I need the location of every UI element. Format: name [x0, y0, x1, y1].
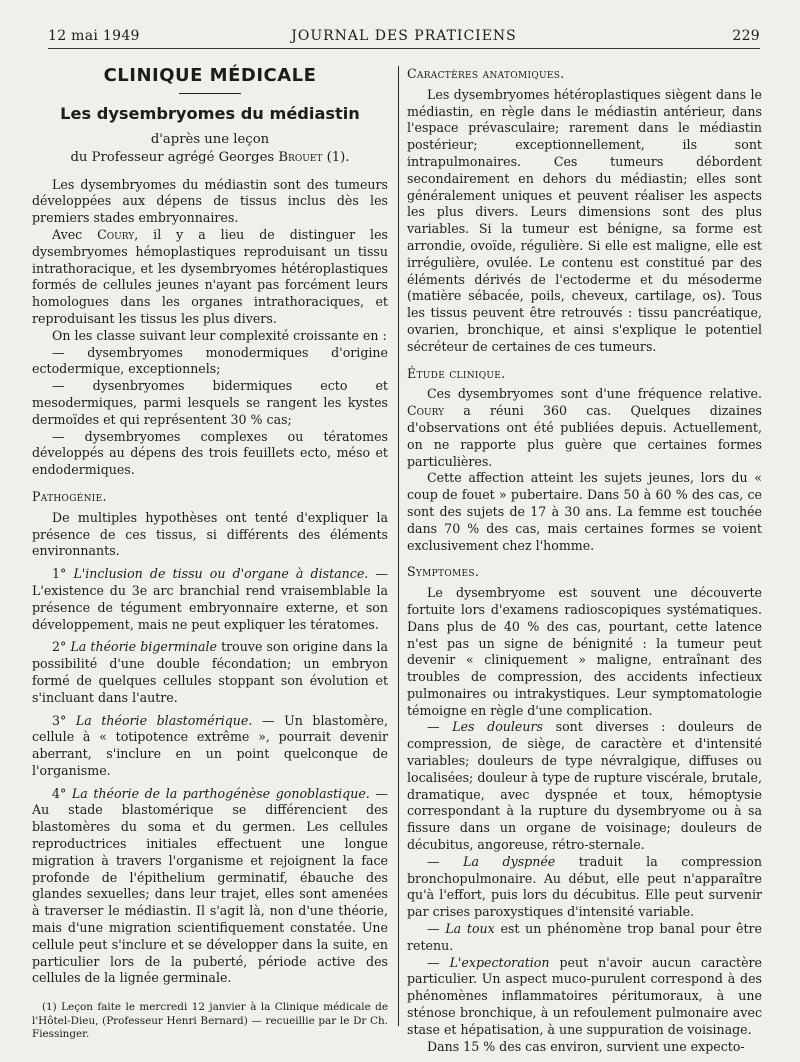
symptom-title: L'expectoration — [449, 954, 550, 970]
symptom-text: peut n'avoir aucun caractère particulier. Un aspect muco-purulent correspond à des phénomènes inflammatoires péritumoraux, à une sténose bronchique, à un refoulement pulmonaire avec stase et hépatisation, à une suppuration de voisinage. — [407, 954, 762, 1037]
intro-paragraph-2 — [32, 227, 388, 328]
heading-symptomes: Symptomes. — [407, 564, 480, 580]
footnote-ref: (1). — [326, 149, 350, 165]
symptom-title: Les douleurs — [452, 719, 543, 735]
theory-number: 2° — [52, 639, 67, 655]
issue-date: 12 mai 1949 — [48, 28, 140, 44]
theory-4 — [32, 786, 388, 988]
symptom-text: traduit la compression bronchopulmonaire. Au début, elle peut n'apparaître qu'à l'effort, puis lors du décubitus. Elle peut survenir par crises paroxystiques d'intensité variable. — [407, 853, 762, 920]
author-name: Brouet — [278, 149, 323, 165]
theory-text: — Un blastomère, cellule à « totipotence extrême », pourrait devenir aberrant, s'inclure en un point quelconque de l'organisme. — [32, 712, 388, 778]
theory-3 — [32, 713, 388, 780]
toux-paragraph — [407, 921, 762, 955]
dash: — — [427, 954, 440, 970]
last-paragraph: Dans 15 % des cas environ, survient une expecto- — [427, 1038, 745, 1054]
symptomes-paragraph: Le dysembryome est souvent une découverte fortuite lors d'examens radioscopiques systématiques. Dans plus de 40 % des cas, pourtant, cette latence n'est pas un signe de bénignité : la tumeur peut devenir « cliniquement » maligne, entraînant des troubles de compression, des accidents infectieux pulmonaires ou intrakystiques. Leur symptomatologie témoigne en règle d'une complication. — [407, 585, 762, 718]
intro-p2-rest: , il y a lieu de distinguer les dysembryomes hémoplastiques reproduisant un tissu intrathoracique, et les dysembryomes hétéroplastiques formés de cellules jeunes n'ayant pas forcément leurs homologues dans les organes intrathoraciques, et reproduisant les tissus les plus divers. — [32, 226, 388, 326]
dyspnee-paragraph — [407, 854, 762, 921]
etude-p1-lead: Ces dysembryomes sont d'une fréquence relative. — [427, 386, 762, 402]
symptom-title: La toux — [445, 921, 495, 937]
etude-paragraph-1 — [407, 386, 762, 470]
heading-etude-clinique: Étude clinique. — [407, 365, 506, 381]
dash: — — [427, 921, 440, 937]
byline-prefix: du Professeur agrégé Georges — [70, 149, 275, 165]
theory-number: 4° — [52, 785, 67, 801]
theory-title: La théorie blastomérique. — [75, 712, 253, 728]
section-title: CLINIQUE MÉDICALE — [103, 65, 317, 86]
header-rule — [48, 48, 760, 49]
dash: — — [427, 853, 440, 869]
list-item: — dysembryomes monodermiques d'origine ectodermique, exceptionnels; — [32, 344, 388, 377]
theory-title: La théorie de la parthogénèse gonoblastique. — [71, 785, 370, 801]
symptom-text: sont diverses : douleurs de compression, de siège, de caractère et d'intensité variables; douleurs de type névralgique, diffuses ou localisées; douleur à type de rupture viscérale, brutale, dramatique, avec dyspnée et toux, hémoptysie correspondant à la rupture du dysembryome ou à sa fissure dans un organe de voisinage; douleurs de décubitus, angoreuse, rétro-sternale. — [407, 719, 762, 853]
column-divider — [398, 66, 399, 1026]
dash: — — [427, 719, 440, 735]
anatomy-paragraph: Les dysembryomes hétéroplastiques siègent dans le médiastin, en règle dans le médiastin antérieur, dans l'espace prévasculaire; rarement dans le médiastin postérieur; exceptionnellement, ils sont intrapulmonaires. Ces tumeurs débordent secondairement en dehors du médiastin; elles sont généralement uniques et peuvent réaliser les aspects les plus divers. Leurs dimensions sont des plus variables. Si la tumeur est bénigne, sa forme est arrondie, ovoïde, régulière. Si elle est maligne, elle est irrégulière, ovulée. Le contenu est constitué par des éléments dérivés de l'ectoderme et du mésoderme (matière sébacée, poils, cheveux, cartilage, os). Tous les tissus peuvent être retrouvés : tissu pancréatique, ovarien, bronchique, et ainsi s'explique le potentiel sécréteur de certaines de ces tumeurs. — [407, 86, 762, 354]
page-number: 229 — [732, 28, 760, 44]
list-item: — dysenbryomes bidermiques ecto et mesodermiques, parmi lesquels se rangent les kystes dermoïdes et qui représentent 30 % cas; — [32, 378, 388, 427]
heading-pathogenie: Pathogénie. — [32, 488, 107, 504]
symptom-text: est un phénomène trop banal pour être retenu. — [407, 921, 762, 953]
cited-author-coury: Coury — [97, 226, 135, 242]
theory-text: — L'existence du 3e arc branchial rend vraisemblable la présence de tégument embryonnaire externe, et son développement, mais ne peut expliquer les tératomes. — [32, 566, 389, 632]
theory-2 — [32, 639, 388, 706]
byline-line2 — [32, 149, 388, 167]
intro-p2-lead: Avec — [52, 226, 83, 242]
theory-title: La théorie bigerminale — [70, 639, 217, 655]
theory-number: 3° — [52, 712, 67, 728]
symptom-title: La dyspnée — [463, 853, 556, 869]
heading-caracteres-anatomiques: Caractères anatomiques. — [407, 66, 565, 81]
intro-paragraph-3: On les classe suivant leur complexité croissante en : — [52, 327, 387, 343]
byline — [32, 131, 388, 167]
running-header — [48, 24, 760, 50]
right-column — [407, 66, 762, 1055]
expectoration-paragraph — [407, 955, 762, 1039]
pathogenie-paragraph: De multiples hypothèses ont tenté d'expliquer la présence de ces tissus, si différents des éléments environnants. — [32, 509, 388, 559]
list-item: — dysembryomes complexes ou tératomes développés au dépens des trois feuillets ecto, méso et endodermiques. — [32, 428, 388, 478]
article-title: Les dysembryomes du médiastin — [60, 103, 360, 123]
byline-line1: d'après une leçon — [150, 131, 270, 147]
cited-author-coury: Coury — [407, 403, 445, 419]
intro-paragraph-1: Les dysembryomes du médiastin sont des tumeurs développées aux dépens de tissus inclus dès les premiers stades embryonnaires. — [32, 176, 388, 226]
etude-paragraph-2: Cette affection atteint les sujets jeunes, lors du « coup de fouet » pubertaire. Dans 50 à 60 % des cas, ce sont des sujets de 17 à 30 ans. La femme est touchée dans 70 % des cas, mais certaines formes se voient exclusivement chez l'homme. — [407, 470, 762, 553]
etude-p1-rest: a réuni 360 cas. Quelques dizaines d'observations ont été publiées depuis. Actuellement, on ne rapporte plus guère que certaines formes particulières. — [407, 403, 762, 469]
title-rule — [179, 93, 241, 94]
footnote: (1) Leçon faite le mercredi 12 janvier à la Clinique médicale de l'Hôtel-Dieu, (Professeur Henri Bernard) — recueillie par le Dr Ch. Fiessinger. — [32, 1001, 388, 1041]
theory-title: L'inclusion de tissu ou d'organe à distance. — [73, 566, 369, 582]
theory-text: trouve son origine dans la possibilité d'une double fécondation; un embryon formé de quelques cellules stoppant son évolution et s'incluant dans l'autre. — [32, 639, 388, 705]
left-column — [32, 66, 388, 1041]
douleurs-paragraph — [407, 719, 762, 853]
theory-number: 1° — [52, 566, 67, 582]
theory-text: — Au stade blastomérique se différencient des blastomères du soma et du germen. Les cellules reproductrices initiales effectuent une longue migration à travers l'organisme et rejoignent la face profonde de l'épithelium germinatif, ébauche des glandes sexuelles; dans leur trajet, elles sont amenées à traverser le médiastin. Il s'agit là, non d'une théorie, mais d'une migration scientifiquement constatée. Une cellule peut s'inclure et se développer dans la suite, en particulier lors de la puberté, période active des cellules de la lignée germinale. — [32, 785, 388, 986]
theory-1 — [32, 566, 388, 633]
journal-name: JOURNAL DES PRATICIENS — [291, 28, 517, 44]
